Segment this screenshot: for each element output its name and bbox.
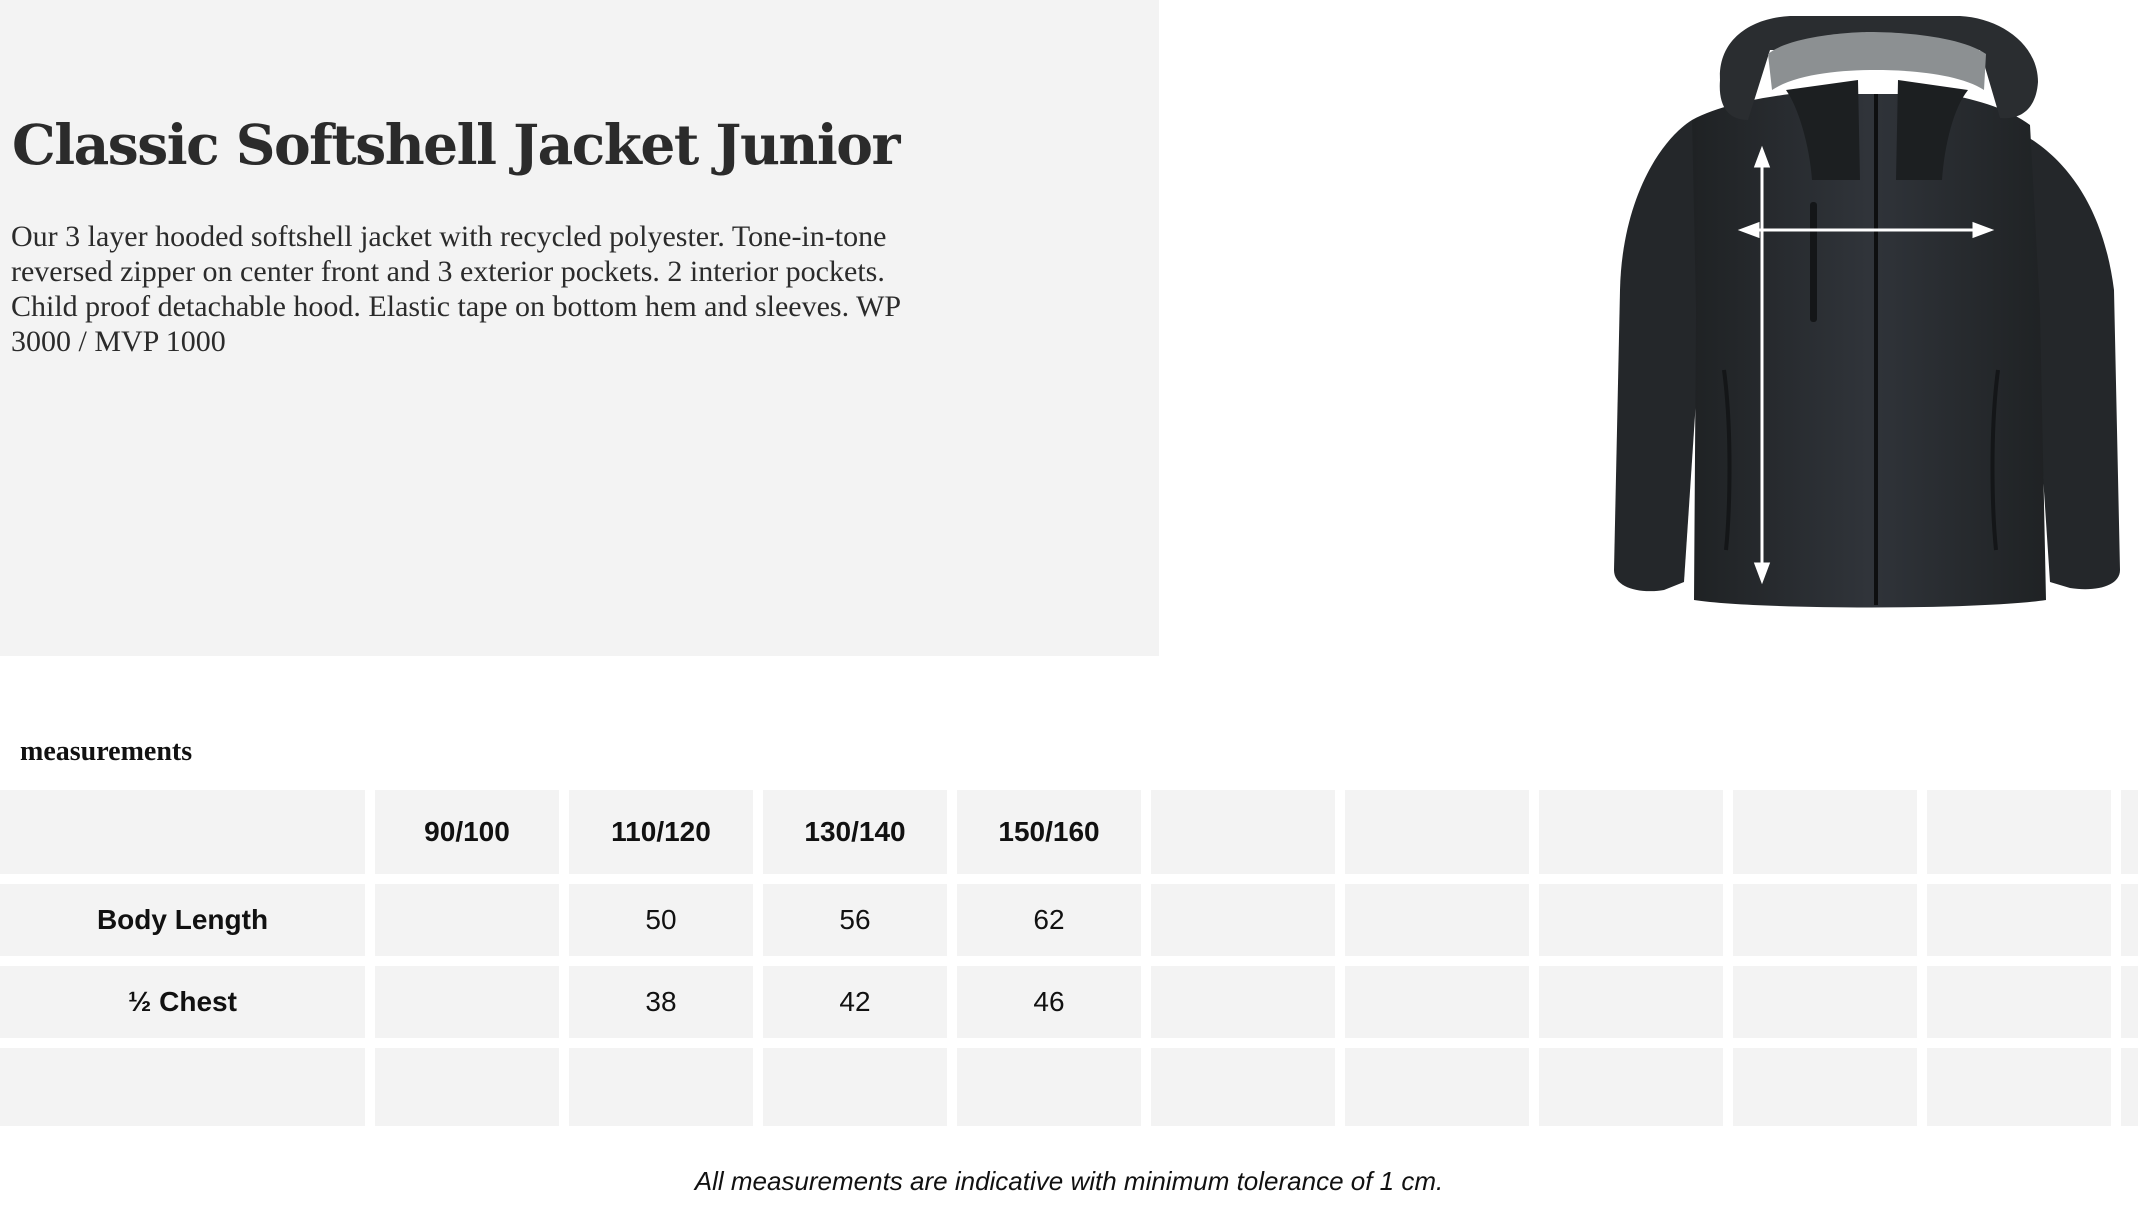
table-cell <box>1345 1048 1529 1126</box>
table-cell: 50 <box>569 884 753 956</box>
table-cell <box>957 1048 1141 1126</box>
table-cell <box>1151 966 1335 1038</box>
table-cell <box>1151 884 1335 956</box>
table-cell <box>2121 884 2138 956</box>
table-cell: 46 <box>957 966 1141 1038</box>
table-cell <box>1345 966 1529 1038</box>
measurements-label: measurements <box>20 736 193 767</box>
jacket-illustration <box>1600 10 2130 620</box>
measure-label-cell <box>0 1048 365 1126</box>
table-cell: 42 <box>763 966 947 1038</box>
measure-label-cell: ½ Chest <box>0 966 365 1038</box>
table-cell <box>1733 966 1917 1038</box>
table-cell: 38 <box>569 966 753 1038</box>
table-cell <box>1927 966 2111 1038</box>
product-description: Our 3 layer hooded softshell jacket with recycled polyester. Tone-in-tone reversed zipper on center front and 3 exterior pockets. 2 interior pockets. Child proof detachable hood. Elastic tape on bottom hem and sleeves. WP 3000 / MVP 1000 <box>11 220 900 358</box>
size-header-cell <box>2121 790 2138 874</box>
table-cell <box>1927 1048 2111 1126</box>
table-cell <box>2121 1048 2138 1126</box>
table-cell: 56 <box>763 884 947 956</box>
table-cell <box>1539 966 1723 1038</box>
table-cell <box>1539 884 1723 956</box>
measure-label-cell: Body Length <box>0 884 365 956</box>
table-cell <box>375 966 559 1038</box>
product-title: Classic Softshell Jacket Junior <box>12 112 899 177</box>
table-cell <box>763 1048 947 1126</box>
table-cell <box>1927 884 2111 956</box>
table-cell <box>1539 1048 1723 1126</box>
table-cell <box>2121 966 2138 1038</box>
measurement-footnote: All measurements are indicative with minimum tolerance of 1 cm. <box>694 1166 1444 1196</box>
size-header-cell <box>1539 790 1723 874</box>
table-cell <box>1345 884 1529 956</box>
jacket-image <box>1600 10 2130 620</box>
table-cell <box>1733 1048 1917 1126</box>
table-cell <box>1733 884 1917 956</box>
size-header-cell <box>1345 790 1529 874</box>
table-cell: 62 <box>957 884 1141 956</box>
table-cell <box>375 1048 559 1126</box>
table-cell <box>569 1048 753 1126</box>
table-cell <box>375 884 559 956</box>
size-header-cell: 130/140 <box>763 790 947 874</box>
product-info-panel <box>0 0 1159 656</box>
size-header-cell <box>1733 790 1917 874</box>
size-header-cell: 150/160 <box>957 790 1141 874</box>
size-header-cell <box>1927 790 2111 874</box>
size-header-cell: 90/100 <box>375 790 559 874</box>
table-cell <box>1151 1048 1335 1126</box>
size-header-cell <box>1151 790 1335 874</box>
size-header-cell: 110/120 <box>569 790 753 874</box>
chest-pocket-zipper <box>1810 202 1817 322</box>
size-header-cell <box>0 790 365 874</box>
